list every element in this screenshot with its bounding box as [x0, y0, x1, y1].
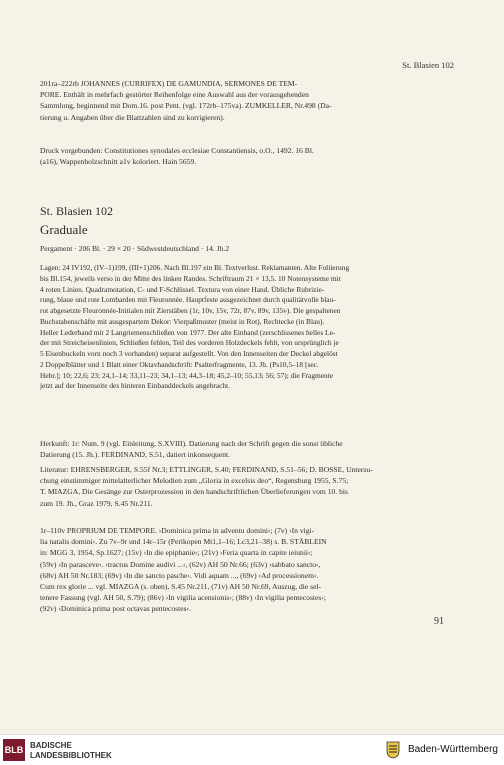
manuscript-title: Graduale	[40, 222, 88, 237]
library-name-line: LANDESBIBLIOTHEK	[30, 751, 112, 760]
text-line: T. MIAZGA, Die Gesänge zur Osterprozession in den handschriftlichen Überlieferungen vom 10. bis	[40, 487, 348, 497]
running-head: St. Blasien 102	[402, 60, 454, 70]
physical-description	[40, 243, 464, 254]
entry-paragraph	[40, 78, 464, 123]
page-number: 91	[434, 616, 444, 627]
text-line: Lagen: 24 IV192, (IV–1)199, (III+1)206. Nach Bl.197 ein Bl. Textverlust. Reklamanten. Alte Foliierung	[40, 263, 350, 272]
text-line: (59v) ›In parasceve‹. ›tractus Domine audivi ...‹, (62v) AH 50 Nr.66; (63v) ›sabbato sancto‹,	[40, 559, 321, 569]
provenance-paragraph	[40, 438, 464, 460]
text-line: Druck vorgebunden: Constitutiones synodales ecclesiae Constantiensis, o.O., 1492. 16 Bl.	[40, 146, 314, 155]
blb-logo[interactable]: BLB	[3, 739, 25, 761]
state-emblem-icon	[386, 741, 400, 759]
viewer-footer	[0, 734, 504, 765]
codicology-paragraph	[40, 263, 464, 392]
text-line: rot abgesetzte Fleuronnée-Initialen mit Zierstäben (1r, 10v, 15v, 72r, 87v, 89v, 135v). Die gespaltenen	[40, 306, 341, 315]
contents-paragraph	[40, 525, 464, 615]
manuscript-signature: St. Blasien 102	[40, 204, 114, 218]
text-line: (a16), Wappenholzschnitt a1v koloriert. Hain 5659.	[40, 157, 197, 167]
text-line: chung einstimmiger mittelalterlicher Melodien zum „Gloria in excelsis deo“, Regensburg 1955, S.75;	[40, 476, 349, 486]
text-line: jetzt auf der Innenseite des hinteren Einbanddeckels angebracht.	[40, 381, 231, 391]
text-line: 1r–110v PROPRIUM DE TEMPORE. ›Dominica prima in adventu domini‹; (7v) ›In vigi-	[40, 526, 315, 535]
text-line: 4 roten Linien. Quadratnotation, C- und F-Schlüssel. Textura von einer Hand. Übliche Rubrizie-	[40, 284, 325, 294]
text-line: Sammlung, beginnend mit Dom.16. post Pent. (vgl. 172rb–175va). ZUMKELLER, Nr.498 (Da-	[40, 101, 332, 111]
library-name-line: BADISCHE	[30, 741, 72, 750]
text-line: Herkunft: 1r: Num. 9 (vgl. Einleitung, S.XVIII). Datierung nach der Schrift gegen die sonst übliche	[40, 439, 343, 448]
print-paragraph	[40, 145, 464, 167]
text-line: in: MGG 3, 1954, Sp.1627; (15v) ›In die epiphanie‹; (21v) ›Feria quarta in capite ieiunii‹;	[40, 548, 313, 558]
text-line: lia natalis domini‹. Zu 7v–9r und 14r–15r (Perikopen Mt1,1–16; Lc3,21–38) s. B. STÄBLEIN	[40, 537, 327, 547]
text-line: PORE. Enthält in mehrfach gestörter Reihenfolge eine Auswahl aus der vorausgehenden	[40, 90, 309, 100]
text-line: zum 19. Jh., Graz 1979, S.45 Nr.211.	[40, 498, 153, 508]
meta-line: Pergament · 206 Bl. · 29 × 20 · Südwestdeutschland · 14. Jh.2	[40, 244, 230, 253]
text-line: Datierung (15. Jh.). FERDINAND, S.51, datiert inkonsequent.	[40, 450, 231, 460]
literature-paragraph	[40, 464, 464, 509]
text-line: Heller Lederband mit 2 Langriemenschließen von 1977. Der alte Einband (zerschlissenes helles Le-	[40, 327, 336, 337]
state-name[interactable]: Baden-Württemberg	[407, 744, 498, 755]
library-name[interactable]	[30, 741, 112, 761]
text-line: tenere Fassung (vgl. AH 50, S.79); (86v) ›In vigilia acensionis‹; (88v) ›In vigilia pentecostes‹;	[40, 593, 326, 603]
text-line: Hebr.]; 10; 22,6; 23; 24,1–14; 33,11–23; 34,1–13; 44,3–18; 45,2–10; 55,13; 56; 57); die Fragmente	[40, 370, 334, 380]
text-line: Literatur: EHRENSBERGER, S.55f Nr.3; ETTLINGER, S.40; FERDINAND, S.51–56; D. BOSSE, Untersu-	[40, 465, 373, 474]
text-line: (92v) ›Dominica prima post octavas pentecostes‹.	[40, 604, 191, 614]
text-line: 2 Doppelblätter und 1 Blatt einer Oktavhandschrift: Psalterfragmente, 13. Jh. (Ps10,5–18 [sec.	[40, 359, 319, 369]
text-line: 5 Eisenbuckeln vorn noch 3 vorhanden) separat aufgestellt. Von den Innenseiten der Deckel abgelöst	[40, 349, 338, 358]
text-line: bis Bl.154, jeweils verso in der Mitte des linken Randes. Schriftraum 21 × 13,5. 10 Notensysteme mit	[40, 273, 341, 283]
text-line: der mit Streicheisenlinien, Schließen fehlen, Teil des vorderen Holzdeckels fehlt, von ursprünglich je	[40, 338, 339, 348]
text-line: Buchstabenschäfte mit ausgespartem Dekor: Vierpaßmuster (meist in Rot), Rechtecke (in Blau).	[40, 316, 325, 326]
text-line: (68v) AH 50 Nr.183; (69v) ›In die sancto pasche‹. Vidi aquam ..., (69v) ›Ad processionem‹.	[40, 570, 319, 580]
text-line: Cum rex glorie ... vgl. MIAZGA (s. oben), S.45 Nr.211, (71v) AH 50 Nr.69, Auszug, die sel-	[40, 582, 322, 592]
text-line: tierung u. Angaben über die Blattzahlen sind zu korrigieren).	[40, 112, 225, 122]
text-line: 201ra–222rb JOHANNES (CURRIFEX) DE GAMUNDIA, SERMONES DE TEM-	[40, 79, 298, 88]
text-line: rung, blaue und rote Lombarden mit Fleuronnée. Hauptfeste ausgezeichnet durch qualitätvolle blau-	[40, 295, 336, 305]
